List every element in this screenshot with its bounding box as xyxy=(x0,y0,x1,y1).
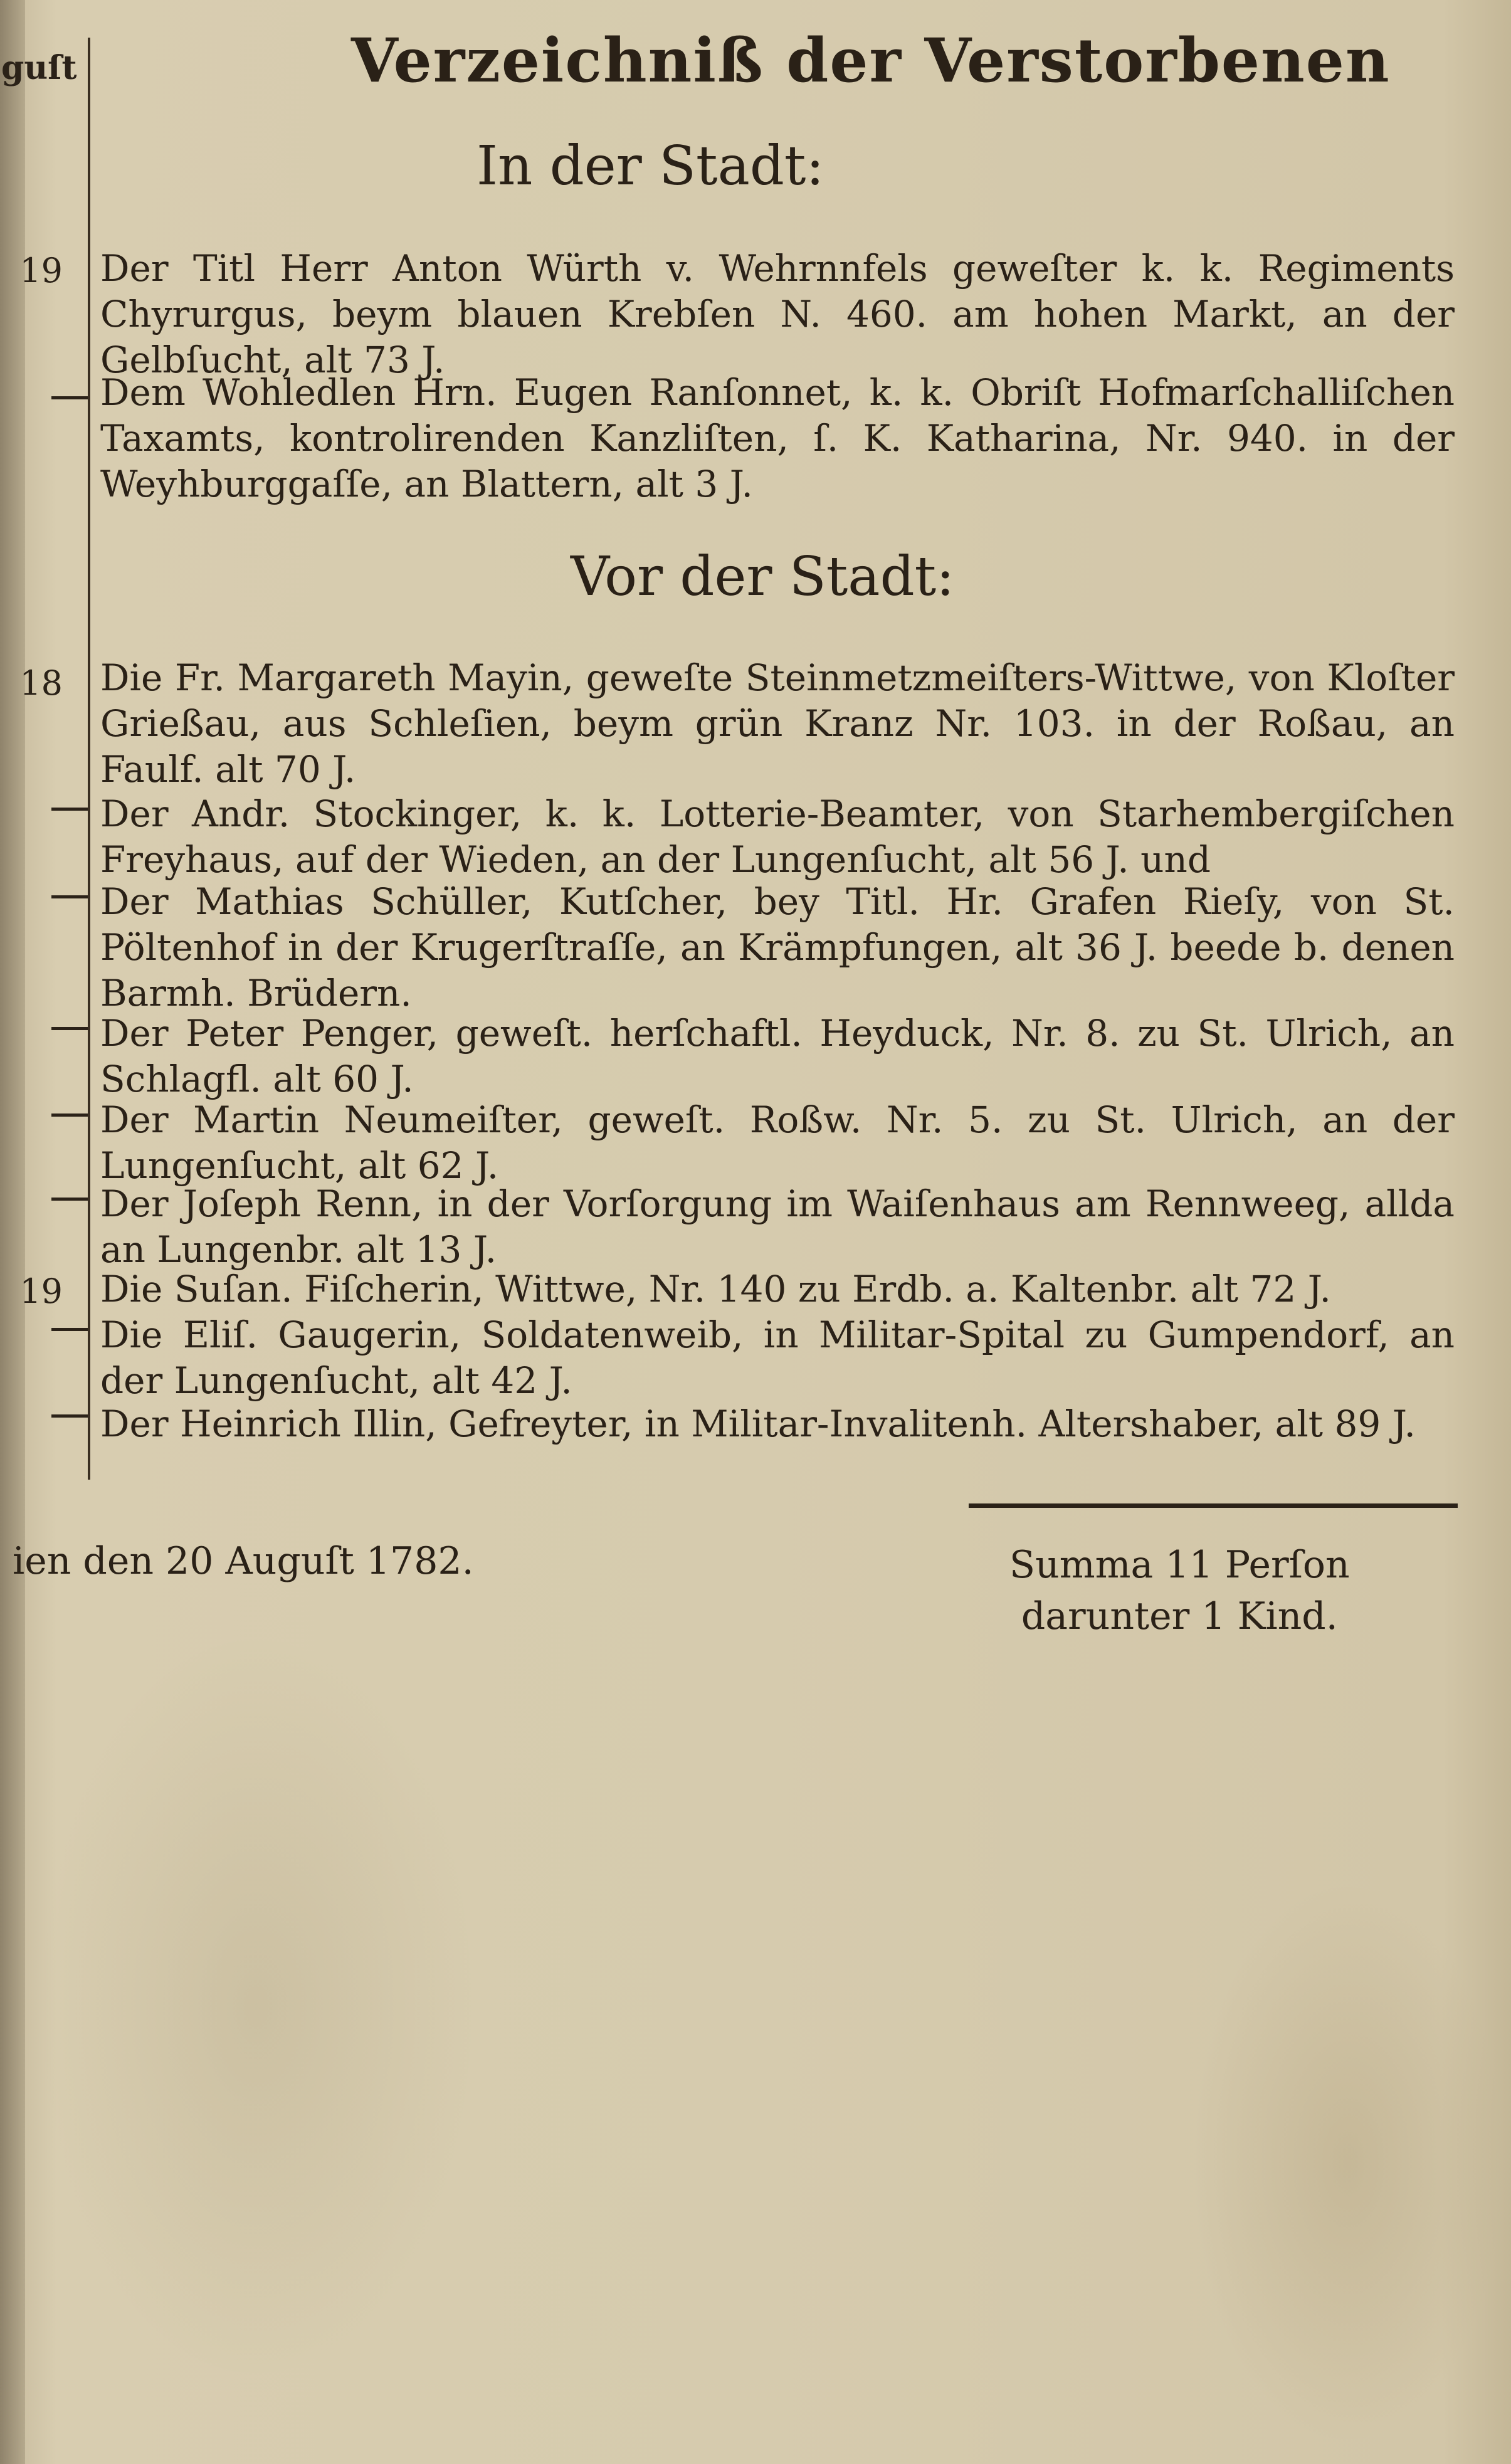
entry-text: Der Peter Penger, geweſt. herſchaftl. Heyduck, Nr. 8. zu St. Ulrich, an Schlagfl. alt 60 J. xyxy=(100,1012,1455,1100)
entry-text: Der Andr. Stockinger, k. k. Lotterie-Beamter, von Starhembergiſchen Freyhaus, auf der Wieden, an der Lungenſucht, alt 56 J. und xyxy=(100,792,1455,881)
date-line: ien den 20 Auguſt 1782. xyxy=(13,1539,474,1583)
entry-day: 19 xyxy=(19,1271,63,1311)
margin-rule xyxy=(88,38,90,1480)
entry-text: Der Mathias Schüller, Kutſcher, bey Titl. Hr. Grafen Rieſy, von St. Pöltenhof in der Krugerſtraſſe, an Krämpfungen, alt 36 J. beede b. denen Barmh. Brüdern. xyxy=(100,880,1455,1014)
entry-dash-marker xyxy=(51,1328,88,1331)
summary-block xyxy=(1009,1539,1350,1642)
entry-text: Der Joſeph Renn, in der Vorſorgung im Waiſenhaus am Rennweeg, allda an Lungenbr. alt 13 J. xyxy=(100,1182,1455,1271)
paper-stain xyxy=(38,1630,476,2382)
entry-text: Der Heinrich Illin, Gefreyter, in Militar-Invalitenh. Altershaber, alt 89 J. xyxy=(100,1403,1416,1445)
entry-text: Dem Wohledlen Hrn. Eugen Ranſonnet, k. k. Obriſt Hofmarſchalliſchen Taxamts, kontrolirenden Kanzliſten, ſ. K. Katharina, Nr. 940. in der Weyhburggaſſe, an Blattern, alt 3 J. xyxy=(100,371,1455,505)
entry-dash-marker xyxy=(51,1414,88,1418)
entry-text: Der Titl Herr Anton Würth v. Wehrnnfels geweſter k. k. Regiments Chyrurgus, beym blauen Krebſen N. 460. am hohen Markt, an der Gelbſucht, alt 73 J. xyxy=(100,247,1455,381)
entry-dash-marker xyxy=(51,396,88,399)
entry-day: 18 xyxy=(19,663,63,703)
entry-dash-marker xyxy=(51,895,88,898)
entry-text: Die Eliſ. Gaugerin, Soldatenweib, in Militar-Spital zu Gumpendorf, an der Lungenſucht, alt 42 J. xyxy=(100,1314,1455,1402)
entry-text: Der Martin Neumeiſter, geweſt. Roßw. Nr. 5. zu St. Ulrich, an der Lungenſucht, alt 62 J. xyxy=(100,1098,1455,1187)
entry-text: Die Fr. Margareth Mayin, geweſte Steinmetzmeiſters-Wittwe, von Kloſter Grießau, aus Schleſien, beym grün Kranz Nr. 103. in der Roßau, an Faulf. alt 70 J. xyxy=(100,656,1455,791)
section-heading-suburbs: Vor der Stadt: xyxy=(571,545,955,608)
entry-text: Die Suſan. Fiſcherin, Wittwe, Nr. 140 zu Erdb. a. Kaltenbr. alt 72 J. xyxy=(100,1268,1331,1310)
book-spine-shadow xyxy=(0,0,25,2464)
summary-rule xyxy=(969,1503,1458,1508)
entry-dash-marker xyxy=(51,1027,88,1030)
summary-children: darunter 1 Kind. xyxy=(1021,1594,1338,1638)
section-heading-city: In der Stadt: xyxy=(476,135,824,197)
paper-stain xyxy=(1191,1881,1505,2445)
margin-month-label: guſt xyxy=(1,49,77,87)
summary-total: Summa 11 Perſon xyxy=(1009,1543,1350,1587)
entry-dash-marker xyxy=(51,1198,88,1201)
entry-day: 19 xyxy=(19,251,63,290)
entry-dash-marker xyxy=(51,1114,88,1117)
entry-dash-marker xyxy=(51,808,88,811)
page-title: Verzeichniß der Verstorbenen xyxy=(351,25,1391,96)
